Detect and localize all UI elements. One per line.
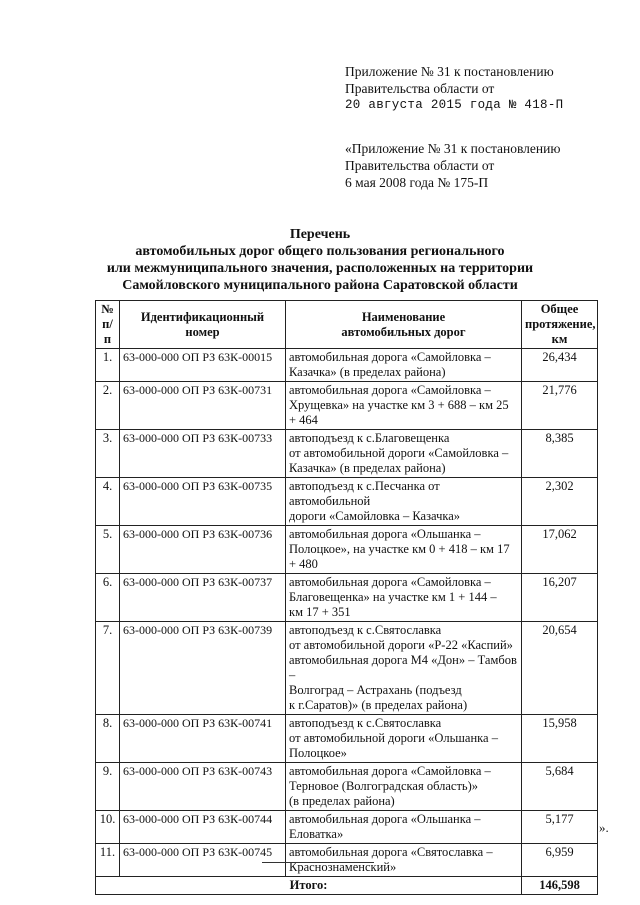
- row-number: 2.: [96, 382, 120, 430]
- road-length: 15,958: [522, 715, 598, 763]
- table-row: [96, 622, 598, 715]
- road-name: автоподъезд к с.Песчанка от автомобильной дороги «Самойловка – Казачка»: [286, 478, 522, 526]
- document-title: [60, 226, 580, 294]
- road-identifier: 63-000-000 ОП РЗ 63К-00733: [120, 430, 286, 478]
- appendix-header-current: [345, 63, 635, 114]
- road-name: автомобильная дорога «Святославка – Краснознаменский»: [286, 844, 522, 877]
- road-length: 5,684: [522, 763, 598, 811]
- table-row: [96, 382, 598, 430]
- row-number: 6.: [96, 574, 120, 622]
- road-identifier: 63-000-000 ОП РЗ 63К-00736: [120, 526, 286, 574]
- road-name: автоподъезд к с.Святославка от автомобильной дороги «Ольшанка – Полоцкое»: [286, 715, 522, 763]
- table-row: [96, 811, 598, 844]
- table-row: [96, 526, 598, 574]
- appendix-line: Приложение № 31 к постановлению: [345, 64, 554, 79]
- appendix-line: Правительства области от: [345, 81, 495, 96]
- roads-table: [95, 300, 598, 895]
- row-number: 8.: [96, 715, 120, 763]
- total-label: Итого:: [96, 877, 522, 895]
- appendix-header-original: [345, 140, 635, 191]
- road-length: 16,207: [522, 574, 598, 622]
- row-number: 3.: [96, 430, 120, 478]
- header-length: Общее протяжение, км: [522, 301, 598, 349]
- row-number: 4.: [96, 478, 120, 526]
- road-name: автомобильная дорога «Самойловка – Терновое (Волгоградская область)» (в пределах района): [286, 763, 522, 811]
- row-number: 7.: [96, 622, 120, 715]
- title-line: Перечень: [289, 227, 351, 242]
- table-row: [96, 763, 598, 811]
- title-line: Самойловского муниципального района Саратовской области: [122, 278, 518, 293]
- table-header-row: [96, 301, 598, 349]
- road-identifier: 63-000-000 ОП РЗ 63К-00737: [120, 574, 286, 622]
- title-line: автомобильных дорог общего пользования регионального: [135, 244, 505, 259]
- road-length: 26,434: [522, 349, 598, 382]
- table-row: [96, 844, 598, 877]
- table-row: [96, 715, 598, 763]
- table-row: [96, 478, 598, 526]
- road-length: 20,654: [522, 622, 598, 715]
- road-name: автоподъезд к с.Благовещенка от автомобильной дороги «Самойловка – Казачка» (в пределах района): [286, 430, 522, 478]
- table-row: [96, 349, 598, 382]
- road-name: автомобильная дорога «Самойловка – Благовещенка» на участке км 1 + 144 – км 17 + 351: [286, 574, 522, 622]
- road-identifier: 63-000-000 ОП РЗ 63К-00015: [120, 349, 286, 382]
- road-length: 5,177: [522, 811, 598, 844]
- row-number: 10.: [96, 811, 120, 844]
- road-identifier: 63-000-000 ОП РЗ 63К-00744: [120, 811, 286, 844]
- road-identifier: 63-000-000 ОП РЗ 63К-00741: [120, 715, 286, 763]
- divider: [262, 862, 374, 863]
- row-number: 11.: [96, 844, 120, 877]
- road-length: 17,062: [522, 526, 598, 574]
- table-body: [96, 349, 598, 877]
- appendix-line: 6 мая 2008 года № 175-П: [345, 175, 489, 190]
- appendix-date-stamp: 20 августа 2015 года № 418-П: [345, 98, 564, 112]
- row-number: 1.: [96, 349, 120, 382]
- appendix-line: Правительства области от: [345, 158, 495, 173]
- road-name: автомобильная дорога «Самойловка – Хрущевка» на участке км 3 + 688 – км 25 + 464: [286, 382, 522, 430]
- table-row: [96, 574, 598, 622]
- road-name: автоподъезд к с.Святославка от автомобильной дороги «Р-22 «Каспий» автомобильная дорога М4 «Дон» – Тамбов – Волгоград – Астрахань (подъезд к г.Саратов)» (в пределах района): [286, 622, 522, 715]
- header-identifier: Идентификационный номер: [120, 301, 286, 349]
- closing-quote: ».: [599, 820, 609, 835]
- total-row: [96, 877, 598, 895]
- road-identifier: 63-000-000 ОП РЗ 63К-00735: [120, 478, 286, 526]
- road-name: автомобильная дорога «Ольшанка – Полоцкое», на участке км 0 + 418 – км 17 + 480: [286, 526, 522, 574]
- header-number: № п/п: [96, 301, 120, 349]
- row-number: 9.: [96, 763, 120, 811]
- road-length: 8,385: [522, 430, 598, 478]
- road-name: автомобильная дорога «Самойловка – Казачка» (в пределах района): [286, 349, 522, 382]
- road-length: 2,302: [522, 478, 598, 526]
- road-length: 21,776: [522, 382, 598, 430]
- row-number: 5.: [96, 526, 120, 574]
- header-road-name: Наименование автомобильных дорог: [286, 301, 522, 349]
- appendix-line: «Приложение № 31 к постановлению: [345, 141, 561, 156]
- table-row: [96, 430, 598, 478]
- road-length: 6,959: [522, 844, 598, 877]
- title-line: или межмуниципального значения, расположенных на территории: [106, 261, 534, 276]
- road-identifier: 63-000-000 ОП РЗ 63К-00731: [120, 382, 286, 430]
- road-identifier: 63-000-000 ОП РЗ 63К-00745: [120, 844, 286, 877]
- total-value: 146,598: [522, 877, 598, 895]
- road-name: автомобильная дорога «Ольшанка – Еловатка»: [286, 811, 522, 844]
- road-identifier: 63-000-000 ОП РЗ 63К-00743: [120, 763, 286, 811]
- road-identifier: 63-000-000 ОП РЗ 63К-00739: [120, 622, 286, 715]
